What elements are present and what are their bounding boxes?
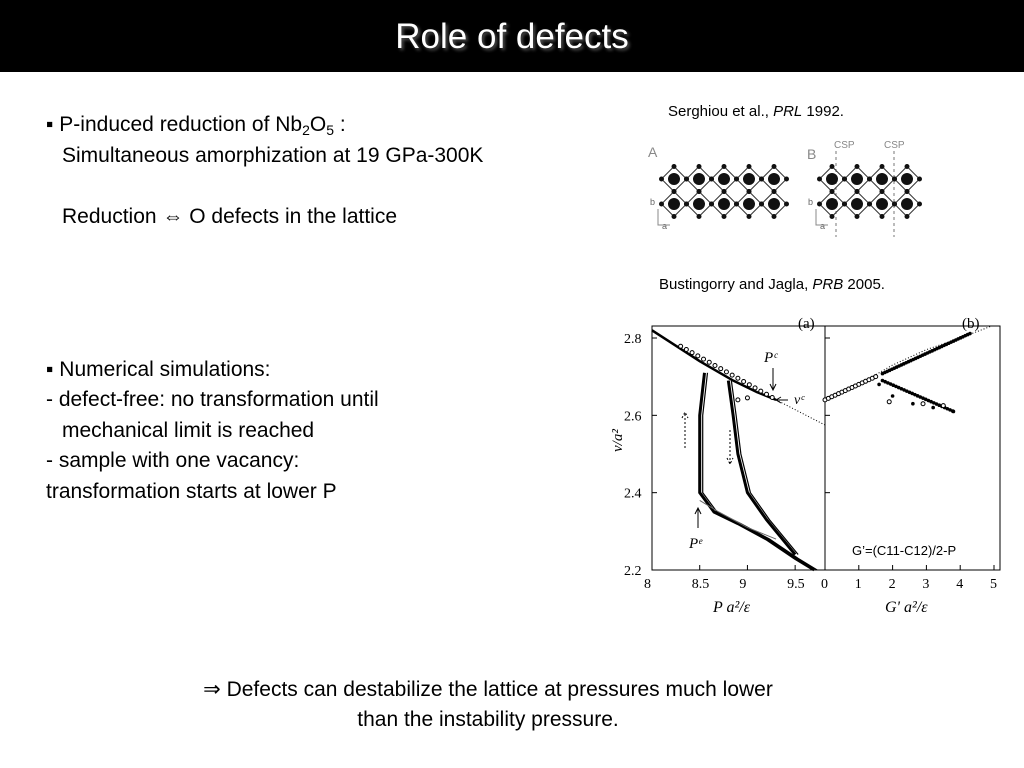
lattice-atom — [718, 198, 730, 210]
data-point — [887, 400, 891, 404]
lower-p-text: transformation starts at lower P — [46, 480, 337, 503]
lattice-node — [709, 177, 714, 182]
data-point — [736, 398, 740, 402]
lattice-atom — [901, 173, 913, 185]
data-point — [742, 379, 746, 383]
lattice-node — [880, 164, 885, 169]
x-tick-label: 5 — [990, 577, 997, 592]
lattice-node — [684, 177, 689, 182]
citation-bustingorry — [659, 276, 885, 293]
lattice-node — [672, 164, 677, 169]
lattice-atom — [718, 173, 730, 185]
data-point — [713, 363, 717, 367]
lattice-node — [759, 177, 764, 182]
lattice-node — [917, 177, 922, 182]
data-point — [765, 392, 769, 396]
lattice-atom — [743, 173, 755, 185]
y-tick-label: 2.8 — [624, 332, 642, 347]
x-tick-label: 3 — [922, 577, 930, 592]
citation-authors: Serghiou et al., — [668, 103, 774, 120]
annotation-pe: Pᵉ — [689, 536, 703, 552]
lattice-node — [830, 189, 835, 194]
x-axis-label-b: G' a²/ε — [885, 599, 928, 616]
lattice-structure-b — [817, 164, 922, 219]
up-dashed-arrow — [682, 412, 688, 448]
lattice-node — [722, 189, 727, 194]
data-point — [745, 396, 749, 400]
lattice-node — [684, 202, 689, 207]
lattice-atom — [826, 198, 838, 210]
pv-plot-figure — [590, 300, 1010, 630]
lattice-atom — [876, 173, 888, 185]
lattice-node — [659, 177, 664, 182]
y-tick-label: 2.4 — [624, 486, 642, 502]
citation-year: 1992. — [802, 103, 844, 120]
lattice-node — [747, 214, 752, 219]
simulations-heading: ▪ Numerical simulations: — [46, 358, 271, 381]
lattice-node — [830, 164, 835, 169]
lattice-node — [905, 214, 910, 219]
data-point — [874, 375, 878, 379]
lattice-node — [697, 189, 702, 194]
reduction-word: Reduction — [62, 205, 157, 228]
lattice-node — [917, 202, 922, 207]
lattice-node — [772, 214, 777, 219]
lattice-node — [867, 202, 872, 207]
bullet-reduction — [46, 113, 346, 138]
bullet-mark: ▪ — [46, 113, 54, 136]
lattice-node — [709, 202, 714, 207]
data-point — [968, 332, 972, 336]
lattice-node — [855, 214, 860, 219]
data-point — [759, 389, 763, 393]
lattice-label-a: A — [648, 144, 658, 160]
lattice-node — [855, 189, 860, 194]
lattice-node — [697, 214, 702, 219]
csp-label-right: CSP — [884, 140, 905, 151]
data-point — [931, 406, 935, 410]
lattice-node — [905, 164, 910, 169]
x-tick-label: 9 — [739, 577, 747, 592]
data-point — [724, 370, 728, 374]
vacancy-text: - sample with one vacancy: — [46, 449, 300, 472]
data-point — [877, 383, 881, 387]
lattice-node — [759, 202, 764, 207]
defects-line — [62, 206, 397, 227]
data-point — [684, 347, 688, 351]
data-point — [679, 344, 683, 348]
conclusion-line2: than the instability pressure. — [357, 708, 619, 731]
lattice-node — [784, 202, 789, 207]
x-tick-label: 8.5 — [691, 577, 710, 592]
annotation-pc: Pᶜ — [764, 350, 778, 366]
vc-arrow — [776, 397, 788, 403]
lattice-atom — [668, 173, 680, 185]
lattice-node — [867, 177, 872, 182]
lattice-atom — [693, 173, 705, 185]
lattice-label-b: B — [807, 146, 817, 162]
lattice-node — [747, 164, 752, 169]
citation-authors: Bustingorry and Jagla, — [659, 276, 813, 293]
data-point — [770, 396, 774, 400]
lattice-node — [855, 164, 860, 169]
lattice-node — [892, 177, 897, 182]
x-tick-label: 9.5 — [787, 577, 805, 592]
equivalence-symbol: ⇔ — [162, 205, 184, 228]
lattice-node — [697, 164, 702, 169]
lattice-node — [734, 177, 739, 182]
citation-journal: PRB — [812, 276, 844, 293]
lattice-node — [892, 202, 897, 207]
formula-label: G’=(C11-C12)/2-P — [852, 543, 957, 558]
axis-b-label-b: b — [808, 197, 814, 207]
lattice-node — [672, 214, 677, 219]
lattice-atom — [693, 198, 705, 210]
y-axis-label: v/a² — [610, 429, 626, 452]
annotation-vc: vᶜ — [794, 393, 804, 408]
pe-arrow — [695, 508, 701, 528]
x-tick-label: 4 — [956, 577, 964, 592]
lattice-atom — [668, 198, 680, 210]
panel-b-label: (b) — [962, 316, 980, 332]
x-tick-label: 8 — [644, 577, 651, 592]
data-point — [747, 383, 751, 387]
data-point — [696, 354, 700, 358]
lattice-node — [905, 189, 910, 194]
data-point — [690, 351, 694, 355]
data-point — [911, 402, 915, 406]
lattice-node — [734, 202, 739, 207]
lattice-node — [784, 177, 789, 182]
lattice-node — [722, 164, 727, 169]
defect-free-text: - defect-free: no transformation until — [46, 388, 379, 411]
csp-label-left: CSP — [834, 140, 855, 151]
axis-b-label-a: b — [650, 197, 656, 207]
lattice-node — [830, 214, 835, 219]
lattice-node — [747, 189, 752, 194]
y-tick-label: 2.6 — [624, 409, 642, 425]
data-point — [719, 367, 723, 371]
lattice-atom — [851, 173, 863, 185]
data-point — [921, 402, 925, 406]
lattice-atom — [768, 198, 780, 210]
conclusion-line1: ⇒ Defects can destabilize the lattice at pressures much lower — [203, 678, 773, 701]
citation-year: 2005. — [843, 276, 885, 293]
data-point — [707, 360, 711, 364]
lattice-node — [817, 202, 822, 207]
oxygen-symbol: O — [309, 113, 327, 136]
lattice-node — [672, 189, 677, 194]
citation-serghiou — [668, 103, 844, 120]
lattice-node — [842, 177, 847, 182]
lattice-atom — [851, 198, 863, 210]
panel-a-label: (a) — [798, 316, 815, 332]
x-tick-label: 2 — [888, 577, 896, 592]
amorphization-text: Simultaneous amorphization at 19 GPa-300K — [62, 144, 484, 167]
lattice-node — [722, 214, 727, 219]
data-point — [891, 394, 895, 398]
lattice-node — [880, 189, 885, 194]
colon: : — [334, 113, 346, 136]
axis-a-label-a: a — [662, 221, 668, 231]
x-axis-label-a: P a²/ε — [713, 599, 751, 616]
subscript-5: 5 — [326, 122, 335, 138]
lattice-node — [880, 214, 885, 219]
data-point — [736, 376, 740, 380]
subscript-2: 2 — [302, 122, 310, 138]
data-point — [941, 404, 945, 408]
down-dashed-arrow — [727, 430, 733, 464]
lattice-node — [772, 189, 777, 194]
lattice-atom — [876, 198, 888, 210]
o-defects-text: O defects in the lattice — [189, 205, 398, 228]
lattice-node — [817, 177, 822, 182]
data-point — [951, 409, 955, 413]
lattice-atom — [768, 173, 780, 185]
x-tick-label: 1 — [854, 577, 862, 592]
lattice-node — [842, 202, 847, 207]
lattice-atom — [743, 198, 755, 210]
pc-arrow — [770, 368, 776, 390]
lattice-figure — [640, 135, 940, 245]
y-tick-label: 2.2 — [624, 564, 642, 579]
mechanical-limit-text: mechanical limit is reached — [62, 419, 315, 442]
lattice-node — [772, 164, 777, 169]
lattice-node — [659, 202, 664, 207]
data-point — [753, 386, 757, 390]
citation-journal: PRL — [773, 103, 803, 120]
axis-a-label-b: a — [820, 221, 826, 231]
lattice-atom — [901, 198, 913, 210]
slide-title: Role of defects — [395, 17, 629, 56]
data-point — [702, 357, 706, 361]
reduction-text: P-induced reduction of Nb — [59, 113, 303, 136]
x-tick-label: 0 — [821, 577, 828, 592]
lattice-structure-a — [659, 164, 789, 219]
series-line — [728, 381, 795, 555]
lattice-atom — [826, 173, 838, 185]
data-point — [730, 373, 734, 377]
